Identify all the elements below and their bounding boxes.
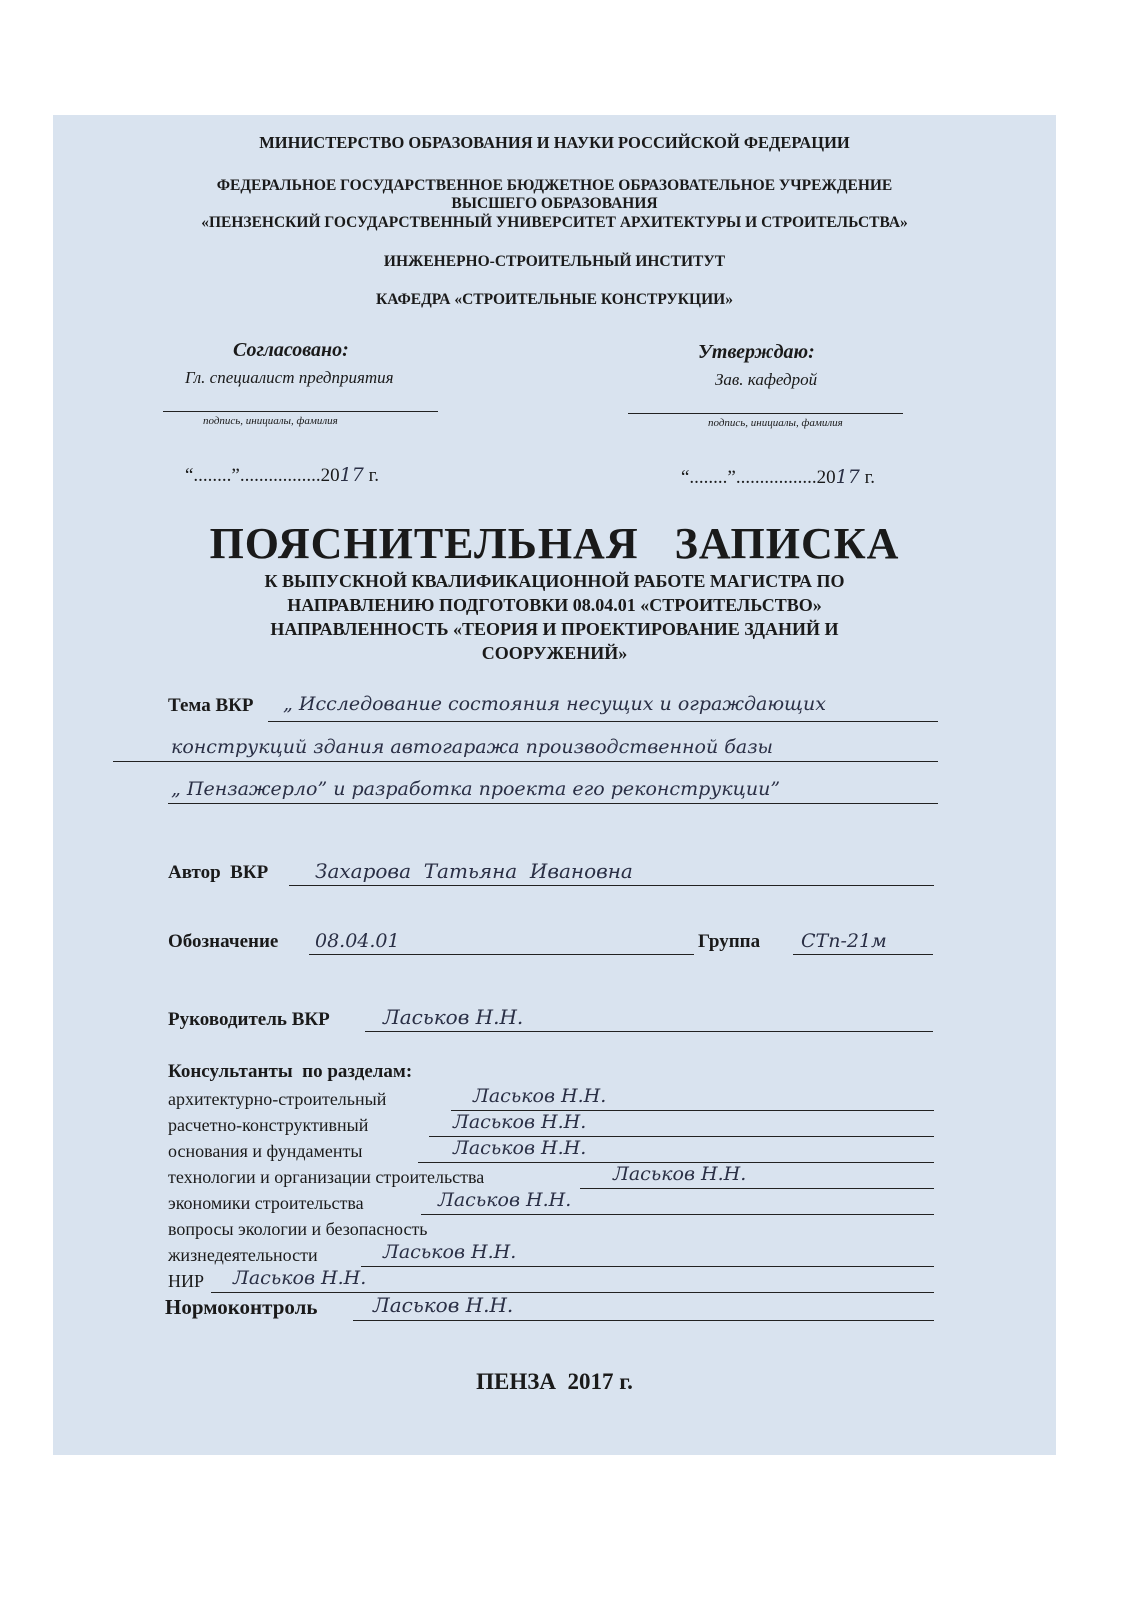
supervisor-underline <box>365 1031 933 1032</box>
footer-city-year: ПЕНЗА 2017 г. <box>476 1369 633 1394</box>
consultant-underline <box>361 1266 934 1267</box>
consultant-value-technology: Ласьков Н.Н. <box>613 1163 747 1185</box>
institution-line-1: ФЕДЕРАЛЬНОЕ ГОСУДАРСТВЕННОЕ БЮДЖЕТНОЕ ОБРАЗОВАТЕЛЬНОЕ УЧРЕЖДЕНИЕ <box>216 177 893 194</box>
topic-label: Тема ВКР <box>168 695 254 716</box>
author-value: Захарова Татьяна Ивановна <box>315 859 633 883</box>
subtitle-line-4: СООРУЖЕНИЙ» <box>481 643 628 663</box>
date-suffix: г. <box>859 467 875 488</box>
university-name: «ПЕНЗЕНСКИЙ ГОСУДАРСТВЕННЫЙ УНИВЕРСИТЕТ АРХИТЕКТУРЫ И СТРОИТЕЛЬСТВА» <box>201 214 908 231</box>
consultant-label-technology: технологии и организации строительства <box>168 1167 485 1187</box>
consultant-value-economics: Ласьков Н.Н. <box>438 1189 572 1211</box>
supervisor-value: Ласьков Н.Н. <box>383 1005 524 1029</box>
approval-left-title: Согласовано: <box>233 339 349 361</box>
consultant-value-architecture: Ласьков Н.Н. <box>473 1085 607 1107</box>
consultant-value-life-safety: Ласьков Н.Н. <box>383 1241 517 1263</box>
approval-right-sign-caption: подпись, инициалы, фамилия <box>708 417 843 429</box>
consultant-value-foundations: Ласьков Н.Н. <box>453 1137 587 1159</box>
consultant-value-structural: Ласьков Н.Н. <box>453 1111 587 1133</box>
supervisor-label: Руководитель ВКР <box>168 1009 330 1030</box>
consultant-label-structural: расчетно-конструктивный <box>168 1115 369 1135</box>
consultant-value-research: Ласьков Н.Н. <box>233 1267 367 1289</box>
normcontrol-underline <box>353 1320 934 1321</box>
topic-underline-2 <box>113 761 938 762</box>
approval-right-date <box>681 466 875 489</box>
approval-right-title: Утверждаю: <box>698 341 815 363</box>
consultant-underline <box>421 1214 934 1215</box>
author-underline <box>289 885 934 886</box>
date-prefix: “........”.................20 <box>681 467 836 488</box>
document-title: ПОЯСНИТЕЛЬНАЯ ЗАПИСКА <box>209 519 900 568</box>
subtitle-line-3: НАПРАВЛЕННОСТЬ «ТЕОРИЯ И ПРОЕКТИРОВАНИЕ ЗДАНИЙ И <box>270 619 839 639</box>
topic-line-2: конструкций здания автогаража производственной базы <box>171 736 774 758</box>
consultant-label-economics: экономики строительства <box>168 1193 364 1213</box>
consultants-heading: Консультанты по разделам: <box>168 1061 413 1082</box>
designation-underline <box>309 954 694 955</box>
designation-label: Обозначение <box>168 931 279 952</box>
consultant-label-ecology: вопросы экологии и безопасность <box>168 1219 428 1239</box>
topic-line-3: „ Пензажерло” и разработка проекта его реконструкции” <box>171 778 781 800</box>
date-prefix: “........”.................20 <box>185 465 340 486</box>
approval-left-signature-line <box>163 411 438 412</box>
topic-underline-1 <box>268 721 938 722</box>
approval-right-signature-line <box>628 413 903 414</box>
date-handwritten-year: 17 <box>339 464 364 486</box>
group-label: Группа <box>698 931 761 952</box>
topic-line-1: „ Исследование состояния несущих и ограждающих <box>283 693 827 715</box>
approval-right-role: Зав. кафедрой <box>715 370 818 389</box>
group-value: СТп-21м <box>801 930 887 952</box>
author-label: Автор ВКР <box>168 862 269 883</box>
date-handwritten-year: 17 <box>835 466 860 488</box>
approval-left-role: Гл. специалист предприятия <box>185 368 394 387</box>
consultant-label-foundations: основания и фундаменты <box>168 1141 363 1161</box>
consultant-underline <box>211 1292 934 1293</box>
consultant-underline <box>580 1188 934 1189</box>
consultant-label-life-safety: жизнедеятельности <box>168 1245 318 1265</box>
subtitle-line-1: К ВЫПУСКНОЙ КВАЛИФИКАЦИОННОЙ РАБОТЕ МАГИСТРА ПО <box>264 571 845 591</box>
designation-value: 08.04.01 <box>315 930 400 952</box>
institution-line-2: ВЫСШЕГО ОБРАЗОВАНИЯ <box>451 195 658 212</box>
consultant-label-architecture: архитектурно-строительный <box>168 1089 387 1109</box>
approval-left-date <box>185 464 379 487</box>
topic-underline-3 <box>168 803 938 804</box>
document-page <box>53 115 1056 1455</box>
institute-name: ИНЖЕНЕРНО-СТРОИТЕЛЬНЫЙ ИНСТИТУТ <box>383 253 726 270</box>
approval-left-sign-caption: подпись, инициалы, фамилия <box>203 415 338 427</box>
ministry-title: МИНИСТЕРСТВО ОБРАЗОВАНИЯ И НАУКИ РОССИЙСКОЙ ФЕДЕРАЦИИ <box>259 133 850 152</box>
department-name: КАФЕДРА «СТРОИТЕЛЬНЫЕ КОНСТРУКЦИИ» <box>376 291 733 308</box>
normcontrol-label: Нормоконтроль <box>165 1295 318 1319</box>
date-suffix: г. <box>363 465 379 486</box>
consultant-label-research: НИР <box>168 1271 205 1291</box>
subtitle-line-2: НАПРАВЛЕНИЮ ПОДГОТОВКИ 08.04.01 «СТРОИТЕЛЬСТВО» <box>287 595 822 615</box>
normcontrol-value: Ласьков Н.Н. <box>373 1293 514 1317</box>
group-underline <box>793 954 933 955</box>
